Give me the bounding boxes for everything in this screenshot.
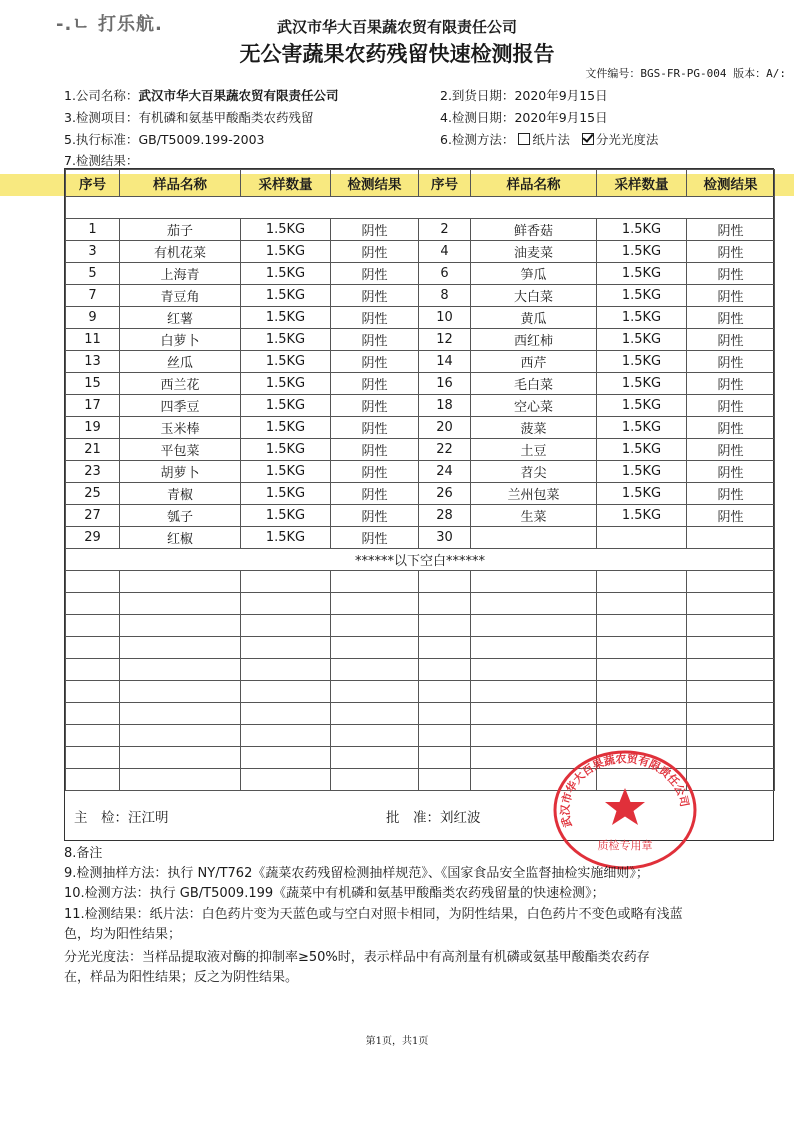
page-footer: 第1页，共1页 bbox=[365, 1036, 429, 1047]
table-cell: 生菜 bbox=[471, 505, 597, 527]
empty-cell bbox=[331, 571, 419, 593]
results-table bbox=[65, 169, 775, 791]
table-row bbox=[66, 241, 775, 263]
empty-cell bbox=[120, 769, 241, 791]
table-cell: 平包菜 bbox=[120, 439, 241, 461]
table-cell: 2 bbox=[419, 219, 471, 241]
empty-cell bbox=[597, 637, 687, 659]
note-9: 9.检测抽样方法：执行 NY/T762《蔬菜农药残留检测抽样规范》、《国家食品安全监督抽检实施细则》； bbox=[64, 866, 649, 881]
table-cell: 阴性 bbox=[687, 505, 775, 527]
empty-cell bbox=[120, 615, 241, 637]
table-cell: 1.5KG bbox=[241, 241, 331, 263]
table-row bbox=[66, 395, 775, 417]
note-spectro-line2: 在，样品为阳性结果；反之为阴性结果。 bbox=[64, 970, 299, 985]
company-name-field bbox=[64, 86, 338, 104]
empty-cell bbox=[331, 681, 419, 703]
test-method-label: 6.检测方法： bbox=[440, 132, 515, 147]
table-row bbox=[66, 373, 775, 395]
empty-cell bbox=[471, 637, 597, 659]
table-header-row bbox=[66, 170, 775, 197]
table-cell: 玉米棒 bbox=[120, 417, 241, 439]
table-cell: 阴性 bbox=[331, 417, 419, 439]
empty-cell bbox=[419, 725, 471, 747]
empty-cell bbox=[597, 593, 687, 615]
empty-cell bbox=[66, 637, 120, 659]
table-cell: 笋瓜 bbox=[471, 263, 597, 285]
table-cell: 1.5KG bbox=[597, 263, 687, 285]
empty-cell bbox=[120, 571, 241, 593]
table-cell: 13 bbox=[66, 351, 120, 373]
table-cell: 1.5KG bbox=[241, 527, 331, 549]
empty-cell bbox=[471, 703, 597, 725]
table-cell: 25 bbox=[66, 483, 120, 505]
table-cell: 24 bbox=[419, 461, 471, 483]
empty-cell bbox=[687, 681, 775, 703]
arrival-date-value: 2020年9月15日 bbox=[514, 88, 608, 103]
table-cell: 阴性 bbox=[331, 439, 419, 461]
table-cell: 阴性 bbox=[331, 505, 419, 527]
empty-cell bbox=[597, 659, 687, 681]
empty-cell bbox=[120, 681, 241, 703]
empty-cell bbox=[331, 725, 419, 747]
table-row bbox=[66, 483, 775, 505]
table-cell: 19 bbox=[66, 417, 120, 439]
inspector-name: 汪江明 bbox=[128, 810, 169, 826]
table-row bbox=[66, 527, 775, 549]
star-icon bbox=[605, 788, 645, 825]
table-cell: 阴性 bbox=[331, 527, 419, 549]
table-cell: 阴性 bbox=[331, 285, 419, 307]
table-cell: 23 bbox=[66, 461, 120, 483]
table-cell: 阴性 bbox=[687, 263, 775, 285]
table-cell: 茄子 bbox=[120, 219, 241, 241]
table-cell: 3 bbox=[66, 241, 120, 263]
quality-inspection-stamp bbox=[550, 748, 700, 872]
table-cell: 四季豆 bbox=[120, 395, 241, 417]
arrival-date-label: 2.到货日期： bbox=[440, 88, 515, 103]
empty-cell bbox=[241, 637, 331, 659]
empty-cell bbox=[66, 769, 120, 791]
table-cell: 毛白菜 bbox=[471, 373, 597, 395]
table-cell: 1.5KG bbox=[241, 373, 331, 395]
empty-row bbox=[66, 703, 775, 725]
table-cell: 大白菜 bbox=[471, 285, 597, 307]
note-spectro-line1: 分光光度法：当样品提取液对酶的抑制率≥50%时，表示样品中有高剂量有机磷或氨基甲酸酯类农药存 bbox=[64, 950, 650, 965]
note-11-line2: 色，均为阳性结果； bbox=[64, 927, 182, 942]
column-header: 样品名称 bbox=[120, 170, 241, 197]
table-row bbox=[66, 263, 775, 285]
note-10: 10.检测方法：执行 GB/T5009.199《蔬菜中有机磷和氨基甲酸酯类农药残留量的快速检测》； bbox=[64, 886, 605, 901]
empty-row bbox=[66, 659, 775, 681]
empty-cell bbox=[331, 659, 419, 681]
table-cell: 1.5KG bbox=[597, 285, 687, 307]
empty-cell bbox=[419, 637, 471, 659]
empty-cell bbox=[471, 593, 597, 615]
table-cell: 瓠子 bbox=[120, 505, 241, 527]
table-cell: 油麦菜 bbox=[471, 241, 597, 263]
empty-cell bbox=[66, 571, 120, 593]
table-cell: 6 bbox=[419, 263, 471, 285]
empty-cell bbox=[120, 747, 241, 769]
table-cell: 10 bbox=[419, 307, 471, 329]
table-cell: 1.5KG bbox=[597, 483, 687, 505]
standard-value: GB/T5009.199-2003 bbox=[138, 132, 265, 147]
empty-cell bbox=[471, 615, 597, 637]
empty-cell bbox=[120, 593, 241, 615]
table-row bbox=[66, 461, 775, 483]
table-cell: 空心菜 bbox=[471, 395, 597, 417]
results-table-frame bbox=[64, 168, 774, 841]
empty-cell bbox=[471, 725, 597, 747]
approver-label: 批 准： bbox=[386, 810, 440, 826]
empty-cell bbox=[687, 615, 775, 637]
approver-signature bbox=[386, 806, 481, 826]
table-cell: 阴性 bbox=[687, 439, 775, 461]
empty-row bbox=[66, 571, 775, 593]
table-cell: 1.5KG bbox=[597, 373, 687, 395]
table-cell: 1.5KG bbox=[241, 505, 331, 527]
empty-cell bbox=[687, 725, 775, 747]
empty-cell bbox=[66, 703, 120, 725]
empty-cell bbox=[419, 703, 471, 725]
table-cell: 西兰花 bbox=[120, 373, 241, 395]
empty-cell bbox=[471, 571, 597, 593]
table-cell: 16 bbox=[419, 373, 471, 395]
table-cell: 阴性 bbox=[331, 395, 419, 417]
blank-marker-row bbox=[66, 549, 775, 571]
table-cell: 阴性 bbox=[331, 329, 419, 351]
table-cell: 鲜香菇 bbox=[471, 219, 597, 241]
empty-cell bbox=[120, 703, 241, 725]
empty-cell bbox=[241, 769, 331, 791]
paper-method-label: 纸片法 bbox=[532, 132, 570, 147]
empty-cell bbox=[687, 637, 775, 659]
empty-cell bbox=[419, 593, 471, 615]
table-cell: 1.5KG bbox=[241, 483, 331, 505]
table-cell: 1.5KG bbox=[597, 439, 687, 461]
table-row bbox=[66, 307, 775, 329]
empty-cell bbox=[331, 769, 419, 791]
empty-cell bbox=[331, 747, 419, 769]
empty-cell bbox=[419, 571, 471, 593]
table-cell: 阴性 bbox=[687, 351, 775, 373]
table-cell: 12 bbox=[419, 329, 471, 351]
table-cell: 1.5KG bbox=[241, 461, 331, 483]
table-cell: 1.5KG bbox=[241, 285, 331, 307]
table-cell: 丝瓜 bbox=[120, 351, 241, 373]
table-cell: 7 bbox=[66, 285, 120, 307]
table-cell: 8 bbox=[419, 285, 471, 307]
table-cell: 阴性 bbox=[331, 241, 419, 263]
table-row bbox=[66, 285, 775, 307]
table-cell: 阴性 bbox=[687, 395, 775, 417]
table-cell: 1.5KG bbox=[241, 263, 331, 285]
table-cell: 27 bbox=[66, 505, 120, 527]
empty-cell bbox=[687, 571, 775, 593]
table-cell: 阴性 bbox=[687, 285, 775, 307]
empty-cell bbox=[471, 659, 597, 681]
empty-cell bbox=[419, 769, 471, 791]
table-cell bbox=[687, 527, 775, 549]
table-cell: 1.5KG bbox=[241, 417, 331, 439]
table-cell: 阴性 bbox=[687, 461, 775, 483]
empty-cell bbox=[331, 637, 419, 659]
table-cell: 西芹 bbox=[471, 351, 597, 373]
empty-cell bbox=[471, 681, 597, 703]
column-header: 样品名称 bbox=[471, 170, 597, 197]
table-cell: 阴性 bbox=[687, 417, 775, 439]
table-cell: 21 bbox=[66, 439, 120, 461]
empty-row bbox=[66, 637, 775, 659]
table-cell: 1.5KG bbox=[597, 505, 687, 527]
empty-row bbox=[66, 725, 775, 747]
arrival-date-field bbox=[440, 86, 608, 104]
spacer-row bbox=[66, 197, 775, 219]
table-cell: 26 bbox=[419, 483, 471, 505]
results-heading: 7.检测结果： bbox=[64, 153, 139, 168]
empty-cell bbox=[419, 747, 471, 769]
table-cell: 红薯 bbox=[120, 307, 241, 329]
empty-cell bbox=[66, 681, 120, 703]
empty-cell bbox=[687, 703, 775, 725]
empty-cell bbox=[419, 681, 471, 703]
table-cell: 1.5KG bbox=[241, 395, 331, 417]
approver-name: 刘红波 bbox=[440, 810, 481, 826]
table-cell: 黄瓜 bbox=[471, 307, 597, 329]
empty-cell bbox=[66, 659, 120, 681]
standard-field bbox=[64, 130, 265, 148]
empty-cell bbox=[687, 593, 775, 615]
empty-cell bbox=[66, 615, 120, 637]
table-cell: 1 bbox=[66, 219, 120, 241]
table-cell: 苕尖 bbox=[471, 461, 597, 483]
standard-label: 5.执行标准： bbox=[64, 132, 139, 147]
report-title: 无公害蔬果农药残留快速检测报告 bbox=[239, 42, 555, 66]
table-cell: 1.5KG bbox=[241, 351, 331, 373]
column-header: 检测结果 bbox=[687, 170, 775, 197]
stamp-ring-text: 武汉市华大百果蔬农贸有限责任公司 bbox=[558, 752, 692, 829]
table-cell: 青豆角 bbox=[120, 285, 241, 307]
table-cell: 兰州包菜 bbox=[471, 483, 597, 505]
company-title: 武汉市华大百果蔬农贸有限责任公司 bbox=[276, 18, 517, 36]
test-item-value: 有机磷和氨基甲酸酯类农药残留 bbox=[138, 110, 314, 125]
empty-cell bbox=[597, 703, 687, 725]
inspector-signature bbox=[74, 806, 169, 826]
empty-cell bbox=[120, 659, 241, 681]
empty-cell bbox=[597, 681, 687, 703]
empty-cell bbox=[241, 659, 331, 681]
column-header: 采样数量 bbox=[597, 170, 687, 197]
table-cell: 9 bbox=[66, 307, 120, 329]
empty-cell bbox=[331, 615, 419, 637]
table-cell: 1.5KG bbox=[241, 219, 331, 241]
table-cell: 阴性 bbox=[331, 373, 419, 395]
table-cell: 阴性 bbox=[331, 263, 419, 285]
empty-cell bbox=[241, 571, 331, 593]
logo: -.ㄴ 打乐航. bbox=[56, 14, 163, 35]
table-cell: 阴性 bbox=[687, 483, 775, 505]
table-cell: 阴性 bbox=[687, 219, 775, 241]
column-header: 采样数量 bbox=[241, 170, 331, 197]
table-cell: 1.5KG bbox=[241, 439, 331, 461]
empty-cell bbox=[241, 681, 331, 703]
table-cell: 阴性 bbox=[687, 329, 775, 351]
table-cell: 30 bbox=[419, 527, 471, 549]
empty-cell bbox=[66, 593, 120, 615]
empty-cell bbox=[331, 703, 419, 725]
table-row bbox=[66, 219, 775, 241]
file-number: 文件编号：BGS-FR-PG-004 版本：A/: bbox=[585, 67, 786, 80]
table-cell: 阴性 bbox=[331, 483, 419, 505]
test-item-label: 3.检测项目： bbox=[64, 110, 139, 125]
table-cell: 18 bbox=[419, 395, 471, 417]
table-cell: 阴性 bbox=[331, 351, 419, 373]
table-cell: 菠菜 bbox=[471, 417, 597, 439]
table-cell: 上海青 bbox=[120, 263, 241, 285]
empty-cell bbox=[597, 571, 687, 593]
table-cell: 土豆 bbox=[471, 439, 597, 461]
table-cell: 22 bbox=[419, 439, 471, 461]
test-date-label: 4.检测日期： bbox=[440, 110, 515, 125]
note-8: 8.备注 bbox=[64, 846, 103, 861]
empty-row bbox=[66, 593, 775, 615]
test-item-field bbox=[64, 108, 313, 126]
table-cell: 西红柿 bbox=[471, 329, 597, 351]
empty-cell bbox=[241, 747, 331, 769]
empty-cell bbox=[241, 725, 331, 747]
table-cell: 29 bbox=[66, 527, 120, 549]
table-cell: 28 bbox=[419, 505, 471, 527]
table-cell: 1.5KG bbox=[597, 241, 687, 263]
table-row bbox=[66, 439, 775, 461]
empty-cell bbox=[419, 659, 471, 681]
table-cell: 15 bbox=[66, 373, 120, 395]
table-cell: 17 bbox=[66, 395, 120, 417]
blank-marker: ******以下空白****** bbox=[66, 549, 775, 571]
table-cell: 1.5KG bbox=[597, 461, 687, 483]
table-cell bbox=[471, 527, 597, 549]
column-header: 检测结果 bbox=[331, 170, 419, 197]
table-cell: 1.5KG bbox=[597, 307, 687, 329]
table-cell: 阴性 bbox=[331, 307, 419, 329]
column-header: 序号 bbox=[66, 170, 120, 197]
column-header: 序号 bbox=[419, 170, 471, 197]
stamp-center-text: 质检专用章 bbox=[597, 839, 653, 852]
table-cell bbox=[597, 527, 687, 549]
empty-cell bbox=[120, 725, 241, 747]
empty-row bbox=[66, 615, 775, 637]
empty-cell bbox=[66, 747, 120, 769]
table-cell: 1.5KG bbox=[597, 417, 687, 439]
spectro-method-checkbox[interactable] bbox=[582, 133, 594, 145]
empty-cell bbox=[331, 593, 419, 615]
test-method-field bbox=[440, 130, 658, 148]
table-cell: 红椒 bbox=[120, 527, 241, 549]
table-cell: 1.5KG bbox=[597, 219, 687, 241]
table-cell: 1.5KG bbox=[597, 395, 687, 417]
empty-cell bbox=[419, 615, 471, 637]
test-date-field bbox=[440, 108, 608, 126]
empty-cell bbox=[687, 659, 775, 681]
empty-cell bbox=[597, 725, 687, 747]
table-cell: 4 bbox=[419, 241, 471, 263]
table-cell: 阴性 bbox=[687, 241, 775, 263]
table-cell: 1.5KG bbox=[597, 329, 687, 351]
table-cell: 20 bbox=[419, 417, 471, 439]
table-row bbox=[66, 351, 775, 373]
empty-cell bbox=[241, 615, 331, 637]
table-cell: 1.5KG bbox=[597, 351, 687, 373]
paper-method-checkbox[interactable] bbox=[518, 133, 530, 145]
inspector-label: 主 检： bbox=[74, 810, 128, 826]
company-name-value: 武汉市华大百果蔬农贸有限责任公司 bbox=[138, 88, 339, 103]
note-11-line1: 11.检测结果：纸片法：白色药片变为天蓝色或与空白对照卡相同，为阴性结果，白色药片不变色或略有浅蓝 bbox=[64, 907, 683, 922]
empty-cell bbox=[241, 703, 331, 725]
table-row bbox=[66, 417, 775, 439]
table-cell: 胡萝卜 bbox=[120, 461, 241, 483]
table-cell: 11 bbox=[66, 329, 120, 351]
table-cell: 阴性 bbox=[331, 461, 419, 483]
table-row bbox=[66, 505, 775, 527]
table-cell: 5 bbox=[66, 263, 120, 285]
empty-cell bbox=[241, 593, 331, 615]
empty-row bbox=[66, 681, 775, 703]
table-cell: 阴性 bbox=[687, 307, 775, 329]
company-name-label: 1.公司名称： bbox=[64, 88, 139, 103]
empty-cell bbox=[597, 615, 687, 637]
table-cell: 1.5KG bbox=[241, 307, 331, 329]
table-row bbox=[66, 329, 775, 351]
table-cell: 阴性 bbox=[687, 373, 775, 395]
empty-cell bbox=[120, 637, 241, 659]
table-cell: 1.5KG bbox=[241, 329, 331, 351]
test-date-value: 2020年9月15日 bbox=[514, 110, 608, 125]
empty-cell bbox=[66, 725, 120, 747]
table-cell: 白萝卜 bbox=[120, 329, 241, 351]
table-cell: 阴性 bbox=[331, 219, 419, 241]
table-cell: 青椒 bbox=[120, 483, 241, 505]
spectro-method-label: 分光光度法 bbox=[595, 132, 659, 147]
table-cell: 14 bbox=[419, 351, 471, 373]
table-cell: 有机花菜 bbox=[120, 241, 241, 263]
